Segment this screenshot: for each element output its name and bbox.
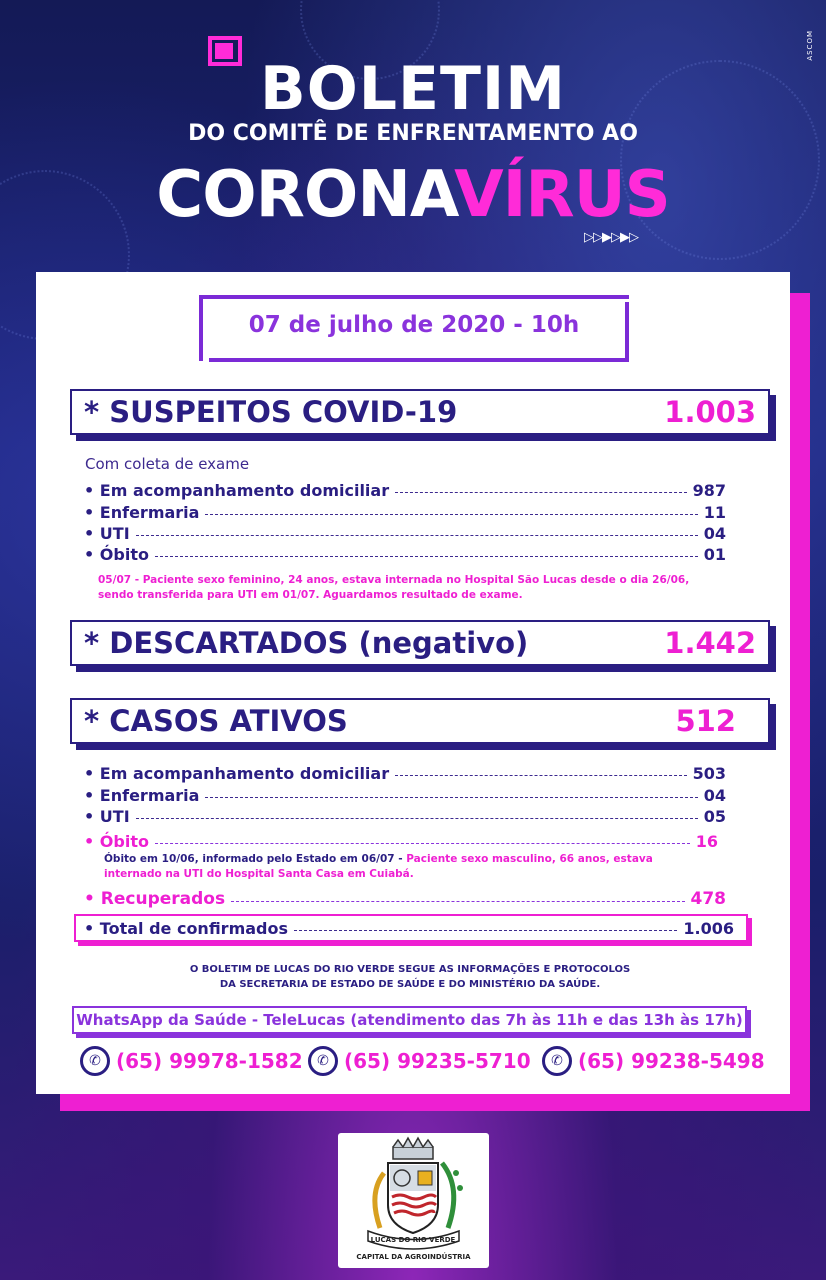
suspeitos-bar: [70, 389, 770, 435]
ativos-obito-note: Óbito em 10/06, informado pelo Estado em 06/07 - Paciente sexo masculino, 66 anos, estava internado na UTI do Hospital Santa Casa em Cuiabá.: [104, 853, 653, 880]
title-corona: CORONA: [156, 158, 455, 232]
suspeitos-subheading: Com coleta de exame: [85, 455, 250, 473]
phone-1[interactable]: ✆ (65) 99978-1582: [80, 1046, 303, 1076]
phone-3[interactable]: ✆ (65) 99238-5498: [542, 1046, 765, 1076]
recuperados-row: • Recuperados 478: [84, 889, 726, 909]
title-coronavirus: [0, 158, 826, 232]
whatsapp-icon: ✆: [80, 1046, 110, 1076]
ativos-row: • UTI 05: [84, 806, 726, 826]
whatsapp-info: WhatsApp da Saúde - TeleLucas (atendimento das 7h às 11h e das 13h às 17h): [76, 1011, 743, 1029]
phone-2[interactable]: ✆ (65) 99235-5710: [308, 1046, 531, 1076]
credit-text: ASCOM: [806, 30, 814, 61]
suspeitos-value: 1.003: [664, 395, 756, 429]
ativos-obito-row: • Óbito 16: [84, 831, 718, 851]
title-virus: VÍRUS: [454, 158, 670, 232]
ativos-row: • Enfermaria 04: [84, 785, 726, 805]
suspeitos-row: • Óbito 01: [84, 544, 726, 564]
city-logo-card: [338, 1133, 489, 1268]
ativos-bar: [70, 698, 770, 744]
whatsapp-icon: ✆: [542, 1046, 572, 1076]
ativos-label: * CASOS ATIVOS: [84, 704, 348, 738]
arrows-decoration: ▷▷▶▷▶▷: [584, 230, 638, 245]
suspeitos-label: * SUSPEITOS COVID-19: [84, 395, 458, 429]
suspeitos-row: • Enfermaria 11: [84, 502, 726, 522]
ativos-value: 512: [675, 704, 736, 738]
title-boletim: BOLETIM: [260, 54, 566, 124]
bulletin-date: 07 de julho de 2020 - 10h: [248, 312, 580, 338]
suspeitos-note: 05/07 - Paciente sexo feminino, 24 anos, estava internada no Hospital São Lucas desde o dia 26/06, sendo transferida para UTI em 01/07. Aguardamos resultado de exame.: [98, 574, 690, 601]
descartados-bar: [70, 620, 770, 666]
ativos-row: • Em acompanhamento domiciliar 503: [84, 763, 726, 783]
city-coat-of-arms-icon: [338, 1133, 489, 1251]
descartados-label: * DESCARTADOS (negativo): [84, 626, 529, 660]
protocol-info: O BOLETIM DE LUCAS DO RIO VERDE SEGUE AS INFORMAÇÕES E PROTOCOLOS DA SECRETARIA DE ESTADO DE SAÚDE E DO MINISTÉRIO DA SAÚDE.: [189, 964, 631, 990]
suspeitos-row: • Em acompanhamento domiciliar 987: [84, 480, 726, 500]
whatsapp-icon: ✆: [308, 1046, 338, 1076]
suspeitos-row: • UTI 04: [84, 523, 726, 543]
title-subtitle: DO COMITÊ DE ENFRENTAMENTO AO: [188, 121, 638, 146]
descartados-value: 1.442: [664, 626, 756, 660]
logo-ribbon-text: LUCAS DO RIO VERDE: [370, 1236, 456, 1244]
logo-caption: CAPITAL DA AGROINDÚSTRIA: [356, 1253, 471, 1261]
total-confirmados-row: • Total de confirmados 1.006: [84, 918, 734, 938]
